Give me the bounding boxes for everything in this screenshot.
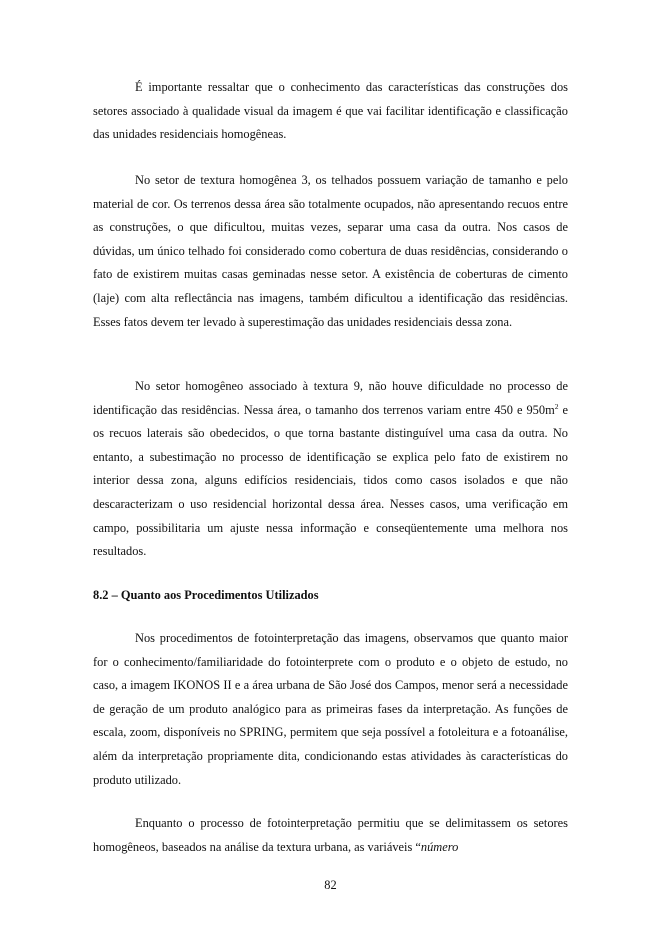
superscript-2: 2 <box>554 401 559 411</box>
paragraph-4 <box>93 627 568 792</box>
page-number: 82 <box>324 878 337 892</box>
section-heading: 8.2 – Quanto aos Procedimentos Utilizados <box>93 588 319 602</box>
paragraph-3-text-b: e os recuos laterais são obedecidos, o que torna bastante distinguível uma casa da outra. No entanto, a subestimação no processo de identificação se explica pelo fato de existirem no interior dessa zona, alguns edifícios residenciais, tidos como casos isolados e que não descaracterizam o uso residencial horizontal dessa área. Nesses casos, uma verificação em campo, possibilitaria um ajuste nessa informação e conseqüentemente uma melhora nos resultados. <box>93 402 568 559</box>
paragraph-5 <box>93 812 568 859</box>
paragraph-3-text-a: No setor homogêneo associado à textura 9, não houve dificuldade no processo de identificação das residências. Nessa área, o tamanho dos terrenos variam entre 450 e 950m <box>93 379 568 417</box>
paragraph-4-text: Nos procedimentos de fotointerpretação das imagens, observamos que quanto maior for o conhecimento/familiaridade do fotointerprete com o produto e o objeto de estudo, no caso, a imagem IKONOS II e a área urbana de São José dos Campos, menor será a necessidade de geração de um produto analógico para as primeiras fases da interpretação. As funções de escala, zoom, disponíveis no SPRING, permitem que seja possível a fotoleitura e a fotoanálise, além da interpretação propriamente dita, condicionando estas atividades às características do produto utilizado. <box>93 631 568 787</box>
paragraph-5-italic: número <box>420 839 459 854</box>
paragraph-1-text: É importante ressaltar que o conhecimento das características das construções dos setores associado à qualidade visual da imagem é que vai facilitar identificação e classificação das unidades residenciais homogêneas. <box>93 80 568 142</box>
paragraph-5-text: Enquanto o processo de fotointerpretação permitiu que se delimitassem os setores homogêneos, baseados na análise da textura urbana, as variáveis “ <box>93 816 568 854</box>
paragraph-3 <box>93 375 568 564</box>
paragraph-1 <box>93 76 568 147</box>
paragraph-2-text: No setor de textura homogênea 3, os telhados possuem variação de tamanho e pelo material de cor. Os terrenos dessa área são totalmente ocupados, não apresentando recuos entre as construções, o que dificultou, muitas vezes, separar uma casa da outra. Nos casos de dúvidas, um único telhado foi considerado como cobertura de duas residências, considerando o fato de existirem muitas casas geminadas nesse setor. A existência de coberturas de cimento (laje) com alta reflectância nas imagens, também dificultou a identificação das residências. Esses fatos devem ter levado à superestimação das unidades residenciais dessa zona. <box>93 173 568 329</box>
paragraph-2 <box>93 169 568 334</box>
